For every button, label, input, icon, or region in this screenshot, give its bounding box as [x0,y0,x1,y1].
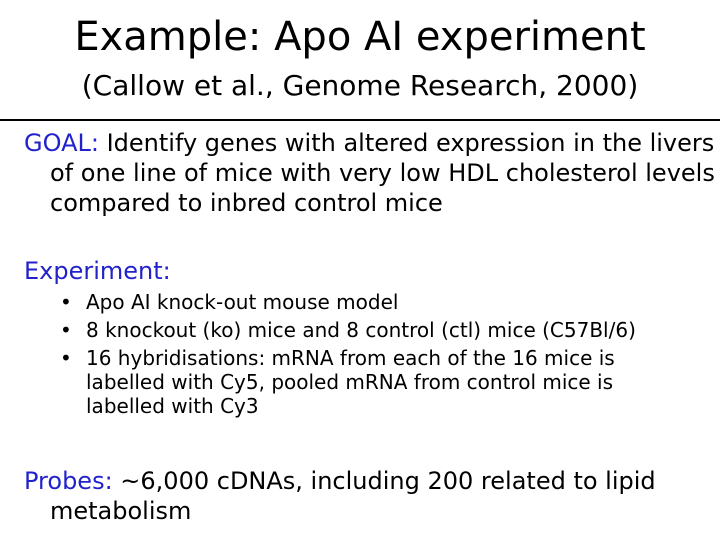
bullet-dot-icon: • [60,290,72,314]
bullet-text: Apo AI knock-out mouse model [86,290,399,314]
experiment-heading [24,256,720,286]
goal-label: GOAL: [24,129,99,157]
title-divider [0,119,720,121]
bullet-item [56,290,696,314]
bullet-text: 8 knockout (ko) mice and 8 control (ctl) mice (C57Bl/6) [86,318,636,342]
bullet-text: 16 hybridisations: mRNA from each of the 16 mice is labelled with Cy5, pooled mRNA from control mice is labelled with Cy3 [86,346,615,418]
bullet-dot-icon: • [60,318,72,342]
experiment-label: Experiment: [24,257,171,285]
bullet-item [56,318,696,342]
goal-paragraph [24,128,720,218]
probes-label: Probes: [24,467,113,495]
probes-text: ~6,000 cDNAs, including 200 related to lipid metabolism [50,467,656,525]
experiment-bullet-list [56,290,696,422]
slide-subtitle: (Callow et al., Genome Research, 2000) [81,69,639,102]
goal-text: Identify genes with altered expression in the livers of one line of mice with very low HDL cholesterol levels compared to inbred control mice [50,129,715,217]
probes-paragraph [24,466,720,526]
slide-title: Example: Apo AI experiment [74,14,646,60]
bullet-item [56,346,696,418]
bullet-dot-icon: • [60,346,72,370]
